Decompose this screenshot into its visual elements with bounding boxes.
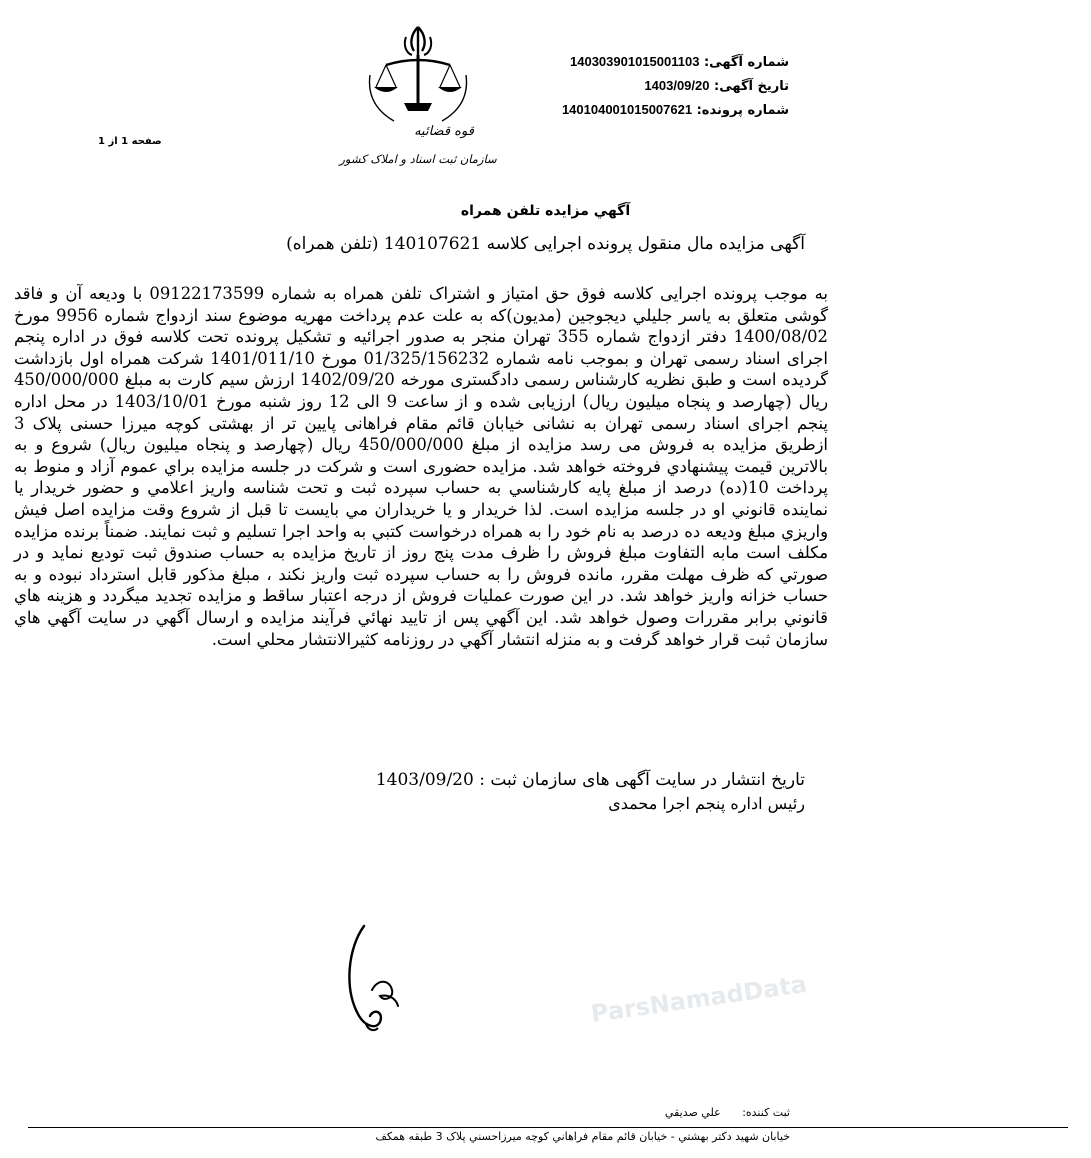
publication-line <box>200 770 805 790</box>
notice-number-row <box>529 50 789 74</box>
publication-label: تاریخ انتشار در سایت آگهی های سازمان ثبت : <box>479 770 805 790</box>
case-number-row <box>529 98 789 122</box>
registrar-label: ثبت كننده: <box>742 1106 790 1119</box>
case-number: 140104001015007621 <box>561 102 693 117</box>
watermark: ParsNamadData <box>589 969 809 1029</box>
footer-address: خيابان شهيد دكتر بهشتي - خيابان قائم مقام فراهاني كوچه ميرزاحسني پلاک 3 طبقه همكف <box>375 1130 790 1143</box>
svg-text:سازمان ثبت اسناد و املاک کشور: سازمان ثبت اسناد و املاک کشور <box>339 152 497 166</box>
registrar-name: علي صديقي <box>664 1106 721 1119</box>
notice-number: 140303901015001103 <box>570 54 700 69</box>
notice-number-label: شماره آگهی: <box>703 55 789 70</box>
registrar <box>500 1106 790 1119</box>
notice-subtitle: آگهی مزایده مال منقول پرونده اجرایی کلاسه 140107621 (تلفن همراه) <box>286 234 805 254</box>
official-signatory: رئیس اداره پنجم اجرا محمدی <box>608 794 805 813</box>
judiciary-emblem-icon <box>339 25 497 175</box>
publication-date: 1403/09/20 <box>375 770 474 790</box>
notice-body: به موجب پرونده اجرایی کلاسه فوق حق امتیاز و اشتراک تلفن همراه به شماره 09122173599 با ودیعه آن و فاقد گوشی متعلق به یاسر جليلي ديجوجين (مديون)که به علت عدم پرداخت مهریه موضوع سند ازدواج شماره 9956 مورخ 1400/08/02 دفتر ازدواج شماره 355 تهران منجر به صدور اجرائیه و تشکیل پرونده تحت کلاسه فوق در اداره پنجم اجرای اسناد رسمی تهران و بموجب نامه شماره 01/325/156232 مورخ 1401/011/10 شرکت همراه اول بازداشت گردیده است و طبق نظریه کارشناس رسمی دادگستری مورخه 1402/09/20 ارزش سیم کارت به مبلغ 450/000/000 ريال (چهارصد و پنجاه ميليون ريال) ارزيابی شده و از ساعت 9 الی 12 روز شنبه مورخ 1403/10/01 در محل اداره پنجم اجرای اسناد رسمی تهران به نشانی خیابان قائم مقام فراهانی پایین تر از بهشتی کوچه میرزا حسنی پلاک 3 ازطریق مزایده به فروش می رسد مزایده از مبلغ 450/000/000 ريال (چهارصد و پنجاه ميليون ريال) شروع و به بالاترين قيمت پيشنهادي فروخته خواهد شد. مزایده حضوری است و شرکت در جلسه مزايده براي عموم آزاد و منوط به پرداخت 10(ده) درصد از مبلغ پايه كارشناسي به حساب سپرده ثبت و تحت شناسه واريز اعلامي و حضور خريدار يا نماينده قانوني او در جلسه مزايده است. لذا خريدار و يا خريداران مي بايست تا قبل از شروع وقت مزايده اصل فيش واريزي مبلغ وديعه ده درصد به نام خود را به همراه درخواست كتبي به واحد اجرا تسليم و ثبت نمايند. ضمناً برنده مزايده مكلف است مابه التفاوت مبلغ فروش را ظرف مدت پنج روز از تاريخ مزايده به حساب صندوق ثبت توديع نمايد و در صورتي كه ظرف مهلت مقرر، مانده فروش را به حساب سپرده ثبت واريز نكند ، مبلغ مذكور قابل استرداد نبوده و به حساب خزانه واريز خواهد شد. در اين صورت عمليات فروش از درجه اعتبار ساقط و مزايده تجديد ميگردد و هزينه هاي قانوني برابر مقررات وصول خواهد شد. اين آگهي پس از تاييد نهائي فرآيند مزايده و ارسال آگهي در سايت آگهي هاي سازمان ثبت قرار خواهد گرفت و به منزله انتشار آگهي در روزنامه كثيرالانتشار محلي است. <box>14 284 828 649</box>
footer-divider <box>28 1127 1068 1128</box>
page-number: صفحه 1 از 1 <box>98 136 162 147</box>
notice-date-row <box>529 74 789 98</box>
notice-date: 1403/09/20 <box>644 78 710 93</box>
notice-meta <box>529 50 789 122</box>
svg-text:قوه قضائیه: قوه قضائیه <box>414 124 474 139</box>
signature-icon <box>318 918 414 1040</box>
notice-date-label: تاریخ آگهی: <box>714 79 789 94</box>
case-number-label: شماره پرونده: <box>696 103 789 118</box>
page-title: آگهي مزايده تلفن همراه <box>460 203 631 219</box>
